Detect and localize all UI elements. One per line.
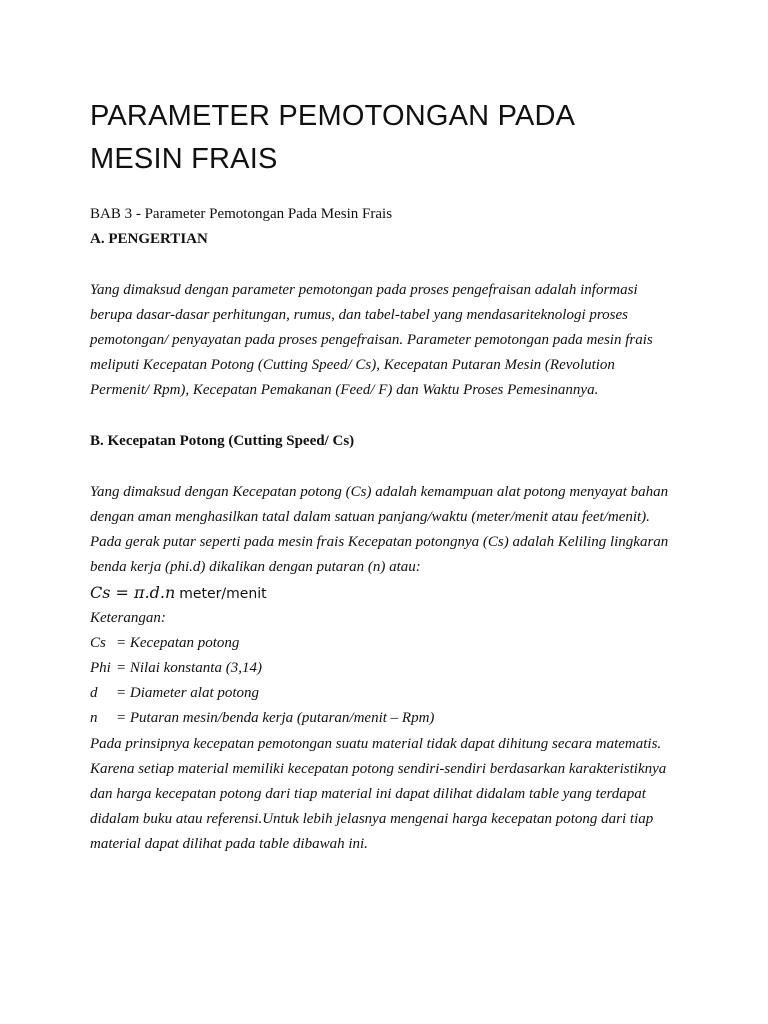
paragraph-line: Permenit/ Rpm), Kecepatan Pemakanan (Feed/ F) dan Waktu Proses Pemesinannya.	[90, 382, 599, 398]
formula-expression: Cs = π.d.n	[90, 583, 176, 602]
definition-meaning: = Nilai konstanta (3,14)	[116, 660, 262, 676]
paragraph-line: pemotongan/ penyayatan pada proses pengefraisan. Parameter pemotongan pada mesin frais	[90, 332, 653, 348]
title-line-1: PARAMETER PEMOTONGAN PADA	[90, 100, 576, 132]
definition-row	[90, 635, 239, 652]
paragraph-line: didalam buku atau referensi.Untuk lebih jelasnya mengenai harga kecepatan potong dari tiap	[90, 811, 654, 827]
paragraph-line: Yang dimaksud dengan parameter pemotongan pada proses pengefraisan adalah informasi	[90, 282, 638, 298]
definition-meaning: = Diameter alat potong	[116, 685, 260, 701]
paragraph-line: Pada prinsipnya kecepatan pemotongan suatu material tidak dapat dihitung secara matematis.	[90, 736, 662, 752]
subtitle: BAB 3 - Parameter Pemotongan Pada Mesin Frais	[90, 206, 393, 222]
cutting-speed-formula	[90, 583, 267, 603]
title-line-2: MESIN FRAIS	[90, 143, 278, 175]
section-a-heading: A. PENGERTIAN	[90, 231, 208, 247]
definition-row	[90, 685, 259, 702]
paragraph-line: dan harga kecepatan potong dari tiap material ini dapat dilihat didalam table yang terdapat	[90, 786, 646, 802]
paragraph-line: material dapat dilihat pada table dibawah ini.	[90, 836, 368, 852]
paragraph-line: dengan aman menghasilkan tatal dalam satuan panjang/waktu (meter/menit atau feet/menit).	[90, 509, 650, 525]
formula-unit: meter/menit	[179, 586, 267, 602]
document-title	[90, 95, 690, 181]
definition-meaning: = Kecepatan potong	[116, 635, 240, 651]
definition-row	[90, 710, 434, 727]
definition-meaning: = Putaran mesin/benda kerja (putaran/menit – Rpm)	[116, 710, 435, 726]
paragraph-line: Karena setiap material memiliki kecepatan potong sendiri-sendiri berdasarkan karakteristiknya	[90, 761, 667, 777]
paragraph-line: berupa dasar-dasar perhitungan, rumus, dan tabel-tabel yang mendasariteknologi proses	[90, 307, 629, 323]
paragraph-line: meliputi Kecepatan Potong (Cutting Speed/ Cs), Kecepatan Putaran Mesin (Revolution	[90, 357, 615, 373]
definition-row	[90, 660, 262, 677]
keterangan-label: Keterangan:	[90, 610, 166, 626]
section-b-heading: B. Kecepatan Potong (Cutting Speed/ Cs)	[90, 433, 355, 449]
paragraph-line: Yang dimaksud dengan Kecepatan potong (Cs) adalah kemampuan alat potong menyayat bahan	[90, 484, 669, 500]
paragraph-line: Pada gerak putar seperti pada mesin frais Kecepatan potongnya (Cs) adalah Keliling lingkaran	[90, 534, 669, 550]
definition-symbol: n	[90, 710, 98, 726]
definition-symbol: d	[90, 685, 98, 701]
definition-symbol: Cs	[90, 635, 106, 651]
definition-symbol: Phi	[90, 660, 111, 676]
paragraph-line: benda kerja (phi.d) dikalikan dengan putaran (n) atau:	[90, 559, 421, 575]
